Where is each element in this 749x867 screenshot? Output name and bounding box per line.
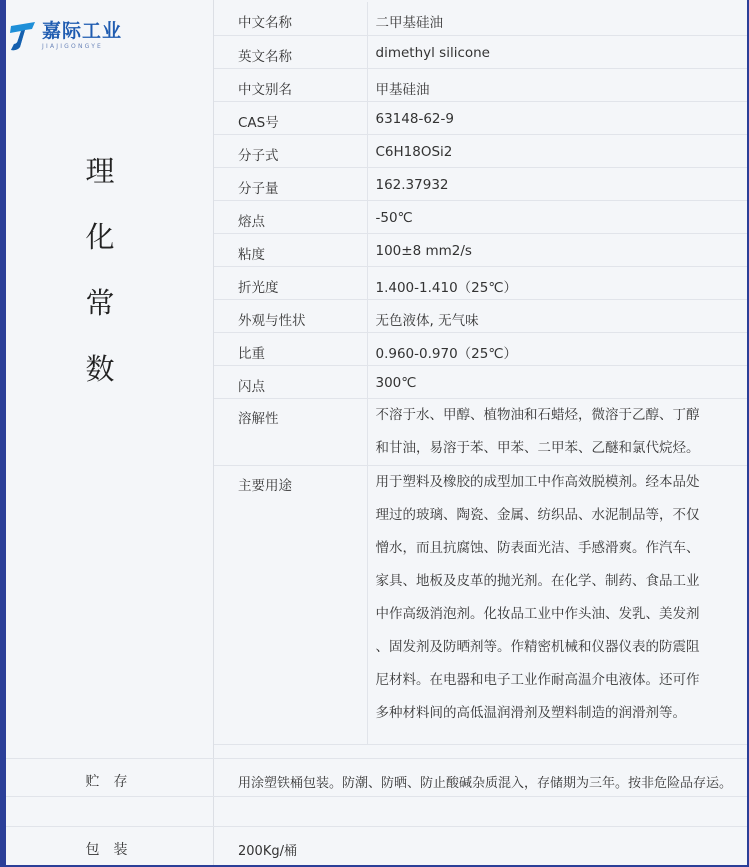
storage-row bbox=[6, 758, 749, 796]
section-title-char: 数 bbox=[85, 352, 115, 386]
table-row bbox=[214, 167, 749, 200]
solubility-line: 和甘油，易溶于苯、甲苯、二甲苯、乙醚和氯代烷烃。 bbox=[375, 439, 700, 456]
packaging-value: 200Kg/桶 bbox=[238, 844, 297, 859]
packaging-row bbox=[6, 826, 749, 867]
spec-sheet bbox=[6, 0, 749, 867]
solubility-label: 溶解性 bbox=[214, 398, 367, 465]
table-row bbox=[214, 365, 749, 398]
spacer-band bbox=[6, 796, 749, 826]
section-title-char: 常 bbox=[85, 286, 115, 320]
property-label: 熔点 bbox=[214, 200, 367, 233]
uses-line: 、固发剂及防晒剂等。作精密机械和仪器仪表的防震阻 bbox=[375, 638, 700, 655]
property-value: 100±8 mm2/s bbox=[367, 233, 749, 266]
table-row bbox=[214, 2, 749, 35]
property-label: 分子量 bbox=[214, 167, 367, 200]
table-row bbox=[214, 299, 749, 332]
property-label: 中文名称 bbox=[214, 2, 367, 35]
table-row bbox=[214, 332, 749, 365]
brand-mark-icon bbox=[8, 20, 38, 52]
table-row bbox=[214, 101, 749, 134]
property-label: 分子式 bbox=[214, 134, 367, 167]
section-title-char: 化 bbox=[85, 220, 115, 254]
uses-value bbox=[367, 465, 749, 744]
table-row bbox=[214, 233, 749, 266]
table-row bbox=[214, 134, 749, 167]
storage-value: 用涂塑铁桶包装。防潮、防晒、防止酸碱杂质混入，存储期为三年。按非危险品存运。 bbox=[238, 776, 733, 791]
brand-name: 嘉际工业 bbox=[42, 20, 123, 42]
property-value: -50℃ bbox=[367, 200, 749, 233]
table-row bbox=[214, 465, 749, 744]
uses-line: 用于塑料及橡胶的成型加工中作高效脱模剂。经本品处 bbox=[375, 473, 700, 490]
property-value: 甲基硅油 bbox=[367, 68, 749, 101]
solubility-line: 不溶于水、甲醇、植物油和石蜡烃，微溶于乙醇、丁醇 bbox=[375, 406, 700, 423]
table-row bbox=[214, 398, 749, 465]
solubility-value bbox=[367, 398, 749, 465]
property-value: dimethyl silicone bbox=[367, 35, 749, 68]
storage-label: 贮存 bbox=[85, 774, 142, 790]
section-title-char: 理 bbox=[85, 154, 115, 188]
table-row bbox=[214, 68, 749, 101]
uses-line: 多种材料间的高低温润滑剂及塑料制造的润滑剂等。 bbox=[375, 704, 686, 721]
property-value: 0.960-0.970（25℃） bbox=[367, 332, 749, 365]
property-label: 外观与性状 bbox=[214, 299, 367, 332]
property-label: 英文名称 bbox=[214, 35, 367, 68]
property-value: 二甲基硅油 bbox=[367, 2, 749, 35]
table-row bbox=[214, 35, 749, 68]
property-label: 粘度 bbox=[214, 233, 367, 266]
property-value: 300℃ bbox=[367, 365, 749, 398]
uses-line: 理过的玻璃、陶瓷、金属、纺织品、水泥制品等，不仅 bbox=[375, 506, 700, 523]
property-value: 162.37932 bbox=[367, 167, 749, 200]
uses-line: 中作高级消泡剂。化妆品工业中作头油、发乳、美发剂 bbox=[375, 605, 700, 622]
uses-line: 憎水，而且抗腐蚀、防表面光洁、手感滑爽。作汽车、 bbox=[375, 539, 700, 556]
property-label: 中文别名 bbox=[214, 68, 367, 101]
property-value: C6H18OSi2 bbox=[367, 134, 749, 167]
property-label: CAS号 bbox=[214, 101, 367, 134]
properties-table bbox=[214, 2, 749, 745]
property-label: 折光度 bbox=[214, 266, 367, 299]
uses-label: 主要用途 bbox=[214, 465, 367, 744]
property-label: 闪点 bbox=[214, 365, 367, 398]
table-row bbox=[214, 266, 749, 299]
property-value: 无色液体, 无气味 bbox=[367, 299, 749, 332]
property-value: 1.400-1.410（25℃） bbox=[367, 266, 749, 299]
uses-line: 家具、地板及皮革的抛光剂。在化学、制药、食品工业 bbox=[375, 572, 700, 589]
brand-logo bbox=[8, 14, 138, 58]
property-label: 比重 bbox=[214, 332, 367, 365]
property-value: 63148-62-9 bbox=[367, 101, 749, 134]
uses-line: 尼材料。在电器和电子工业作耐高温介电液体。还可作 bbox=[375, 671, 700, 688]
section-title bbox=[80, 138, 120, 402]
left-column bbox=[6, 0, 213, 758]
table-row bbox=[214, 200, 749, 233]
brand-subtitle: JIAJIGONGYE bbox=[42, 43, 104, 50]
packaging-label: 包装 bbox=[85, 842, 142, 858]
